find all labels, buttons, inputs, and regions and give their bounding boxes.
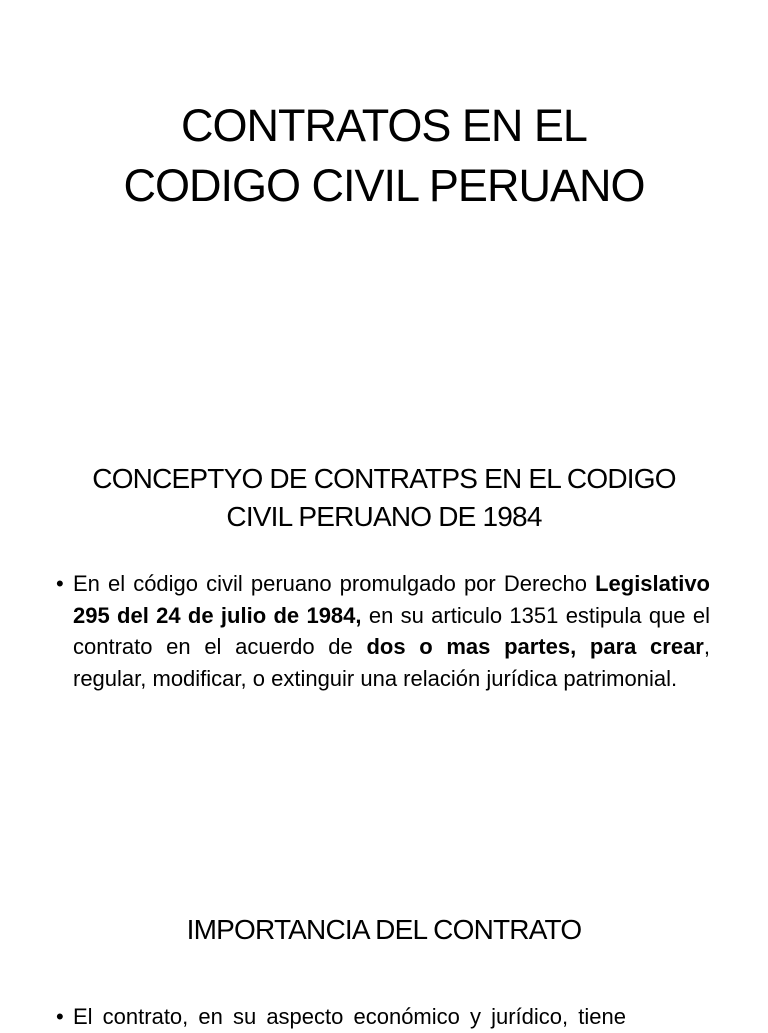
bullet-icon: • [56, 1004, 64, 1029]
main-title [0, 96, 768, 216]
concept-heading [0, 460, 768, 536]
main-title-line2: CODIGO CIVIL PERUANO [123, 160, 645, 211]
importance-bullet-paragraph [56, 1001, 710, 1033]
importance-heading: IMPORTANCIA DEL CONTRATO [186, 914, 582, 945]
main-title-line1: CONTRATOS EN EL [181, 100, 587, 151]
concept-heading-line1: CONCEPTYO DE CONTRATPS EN EL CODIGO [92, 463, 676, 494]
bullet-icon: • [56, 571, 64, 596]
concept-bullet-paragraph [56, 568, 710, 694]
concept-text-part2: en su articulo 1351 estipula que el contrato en el acuerdo de [73, 602, 710, 659]
concept-heading-line2: CIVIL PERUANO DE 1984 [226, 501, 542, 532]
concept-text-part1: En el código civil peruano promulgado por Derecho [73, 571, 596, 596]
concept-text-bold2: dos o mas partes, para crear [366, 634, 704, 659]
importance-text: El contrato, en su aspecto económico y jurídico, tiene [73, 1004, 626, 1029]
concept-text-part3: , regular, modificar, o extinguir una relación jurídica patrimonial. [73, 634, 710, 691]
concept-text-bold1: Legislativo 295 del 24 de julio de 1984, [73, 571, 710, 628]
